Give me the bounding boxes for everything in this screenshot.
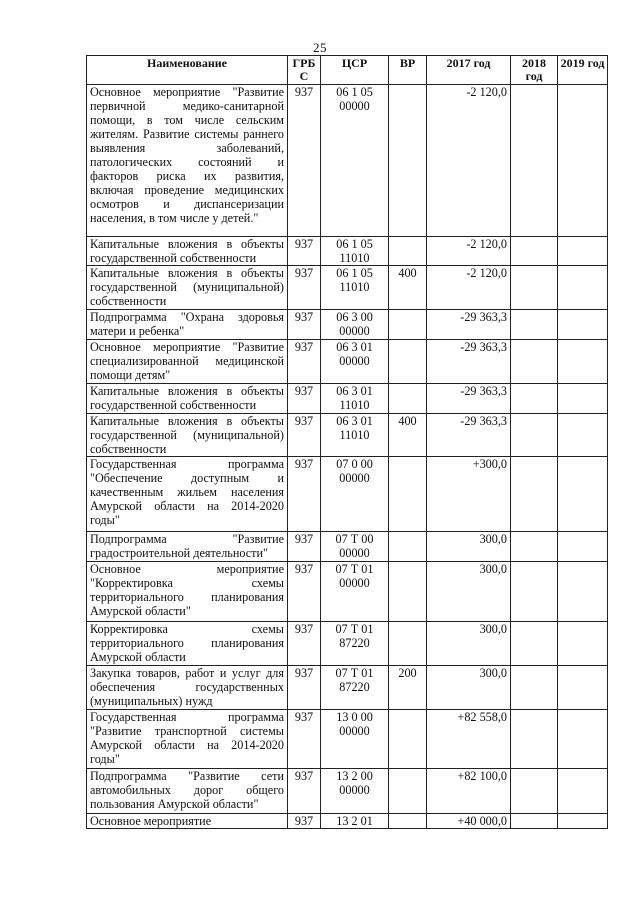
table-row — [87, 814, 608, 829]
cell-vr — [389, 814, 427, 829]
cell-vr: 400 — [389, 414, 427, 457]
cell-2017: +300,0 — [427, 457, 511, 532]
table-row — [87, 414, 608, 457]
cell-vr: 400 — [389, 266, 427, 310]
cell-2017: -2 120,0 — [427, 85, 511, 237]
cell-grbs: 937 — [288, 532, 321, 562]
cell-2019 — [558, 85, 608, 237]
cell-vr — [389, 457, 427, 532]
cell-2019 — [558, 414, 608, 457]
cell-name: Государственная программа "Обеспечение доступным и качественным жильем населения Амурской области на 2014-2020 годы" — [87, 457, 288, 532]
cell-csr: 06 3 01 00000 — [321, 340, 389, 384]
cell-2017: 300,0 — [427, 532, 511, 562]
cell-name: Капитальные вложения в объекты государственной собственности — [87, 384, 288, 414]
table-row — [87, 384, 608, 414]
table-row — [87, 769, 608, 814]
cell-2018 — [511, 237, 558, 266]
cell-2017: -2 120,0 — [427, 266, 511, 310]
cell-grbs: 937 — [288, 622, 321, 666]
cell-csr: 13 0 00 00000 — [321, 710, 389, 769]
table-row — [87, 622, 608, 666]
cell-2017: +82 100,0 — [427, 769, 511, 814]
cell-grbs: 937 — [288, 562, 321, 622]
table-row — [87, 457, 608, 532]
header-2018: 2018 год — [511, 56, 558, 85]
table-row — [87, 532, 608, 562]
cell-2019 — [558, 340, 608, 384]
header-vr: ВР — [389, 56, 427, 85]
cell-vr — [389, 85, 427, 237]
cell-2018 — [511, 340, 558, 384]
header-2017: 2017 год — [427, 56, 511, 85]
cell-vr: 200 — [389, 666, 427, 710]
table-row — [87, 237, 608, 266]
cell-csr: 06 1 05 00000 — [321, 85, 389, 237]
cell-2019 — [558, 266, 608, 310]
cell-2018 — [511, 414, 558, 457]
cell-csr: 07 Т 01 87220 — [321, 622, 389, 666]
cell-2019 — [558, 532, 608, 562]
cell-grbs: 937 — [288, 384, 321, 414]
cell-2018 — [511, 310, 558, 340]
cell-2018 — [511, 814, 558, 829]
cell-csr: 07 Т 01 87220 — [321, 666, 389, 710]
cell-2017: 300,0 — [427, 622, 511, 666]
cell-grbs: 937 — [288, 414, 321, 457]
cell-vr — [389, 710, 427, 769]
cell-vr — [389, 769, 427, 814]
header-grbs: ГРБ С — [288, 56, 321, 85]
cell-2019 — [558, 769, 608, 814]
cell-csr: 13 2 01 — [321, 814, 389, 829]
cell-2017: 300,0 — [427, 666, 511, 710]
table-row — [87, 310, 608, 340]
cell-2018 — [511, 769, 558, 814]
cell-2018 — [511, 666, 558, 710]
cell-2019 — [558, 622, 608, 666]
cell-name: Капитальные вложения в объекты государственной собственности — [87, 237, 288, 266]
cell-name: Подпрограмма "Развитие градостроительной деятельности" — [87, 532, 288, 562]
cell-csr: 13 2 00 00000 — [321, 769, 389, 814]
cell-2017: -29 363,3 — [427, 414, 511, 457]
header-2019: 2019 год — [558, 56, 608, 85]
cell-name: Капитальные вложения в объекты государственной (муниципальной) собственности — [87, 414, 288, 457]
cell-name: Основное мероприятие "Корректировка схемы территориального планирования Амурской области" — [87, 562, 288, 622]
cell-2019 — [558, 237, 608, 266]
cell-vr — [389, 622, 427, 666]
cell-name: Корректировка схемы территориального планирования Амурской области — [87, 622, 288, 666]
cell-2019 — [558, 562, 608, 622]
cell-2018 — [511, 384, 558, 414]
table-row — [87, 710, 608, 769]
cell-grbs: 937 — [288, 666, 321, 710]
table-row — [87, 340, 608, 384]
table-header-row — [87, 56, 608, 85]
cell-name: Капитальные вложения в объекты государственной (муниципальной) собственности — [87, 266, 288, 310]
budget-table — [86, 55, 608, 829]
cell-csr: 06 3 00 00000 — [321, 310, 389, 340]
cell-grbs: 937 — [288, 769, 321, 814]
cell-vr — [389, 310, 427, 340]
cell-2019 — [558, 384, 608, 414]
header-csr: ЦСР — [321, 56, 389, 85]
cell-grbs: 937 — [288, 266, 321, 310]
cell-2017: +40 000,0 — [427, 814, 511, 829]
cell-csr: 07 0 00 00000 — [321, 457, 389, 532]
cell-2018 — [511, 562, 558, 622]
cell-name: Основное мероприятие "Развитие первичной медико-санитарной помощи, в том числе сельским жителям. Развитие системы раннего выявления заболеваний, патологических состояний и факторов риска их развития, включая проведение медицинских осмотров и диспансеризации населения, в том числе у детей." — [87, 85, 288, 237]
cell-2017: -29 363,3 — [427, 340, 511, 384]
table-row — [87, 666, 608, 710]
cell-2018 — [511, 622, 558, 666]
cell-vr — [389, 237, 427, 266]
cell-grbs: 937 — [288, 237, 321, 266]
header-name: Наименование — [87, 56, 288, 85]
cell-csr: 07 Т 00 00000 — [321, 532, 389, 562]
table-row — [87, 562, 608, 622]
cell-csr: 06 1 05 11010 — [321, 237, 389, 266]
cell-csr: 06 3 01 11010 — [321, 414, 389, 457]
cell-2017: +82 558,0 — [427, 710, 511, 769]
cell-2017: -29 363,3 — [427, 384, 511, 414]
cell-grbs: 937 — [288, 710, 321, 769]
cell-vr — [389, 532, 427, 562]
cell-name: Государственная программа "Развитие транспортной системы Амурской области на 2014-2020 годы" — [87, 710, 288, 769]
cell-grbs: 937 — [288, 814, 321, 829]
cell-2018 — [511, 710, 558, 769]
cell-grbs: 937 — [288, 85, 321, 237]
cell-2019 — [558, 310, 608, 340]
table-row — [87, 85, 608, 237]
cell-name: Подпрограмма "Развитие сети автомобильных дорог общего пользования Амурской области" — [87, 769, 288, 814]
cell-grbs: 937 — [288, 457, 321, 532]
cell-grbs: 937 — [288, 340, 321, 384]
page-number: 25 — [313, 40, 327, 55]
cell-vr — [389, 340, 427, 384]
cell-2019 — [558, 457, 608, 532]
cell-vr — [389, 562, 427, 622]
cell-2018 — [511, 457, 558, 532]
cell-2019 — [558, 710, 608, 769]
cell-2018 — [511, 85, 558, 237]
cell-name: Основное мероприятие — [87, 814, 288, 829]
cell-grbs: 937 — [288, 310, 321, 340]
cell-name: Основное мероприятие "Развитие специализированной медицинской помощи детям" — [87, 340, 288, 384]
cell-csr: 07 Т 01 00000 — [321, 562, 389, 622]
cell-2018 — [511, 266, 558, 310]
cell-csr: 06 3 01 11010 — [321, 384, 389, 414]
cell-2017: 300,0 — [427, 562, 511, 622]
cell-2019 — [558, 666, 608, 710]
cell-name: Закупка товаров, работ и услуг для обеспечения государственных (муниципальных) нужд — [87, 666, 288, 710]
cell-vr — [389, 384, 427, 414]
cell-2017: -2 120,0 — [427, 237, 511, 266]
cell-2019 — [558, 814, 608, 829]
cell-name: Подпрограмма "Охрана здоровья матери и ребенка" — [87, 310, 288, 340]
table-row — [87, 266, 608, 310]
cell-csr: 06 1 05 11010 — [321, 266, 389, 310]
cell-2018 — [511, 532, 558, 562]
cell-2017: -29 363,3 — [427, 310, 511, 340]
